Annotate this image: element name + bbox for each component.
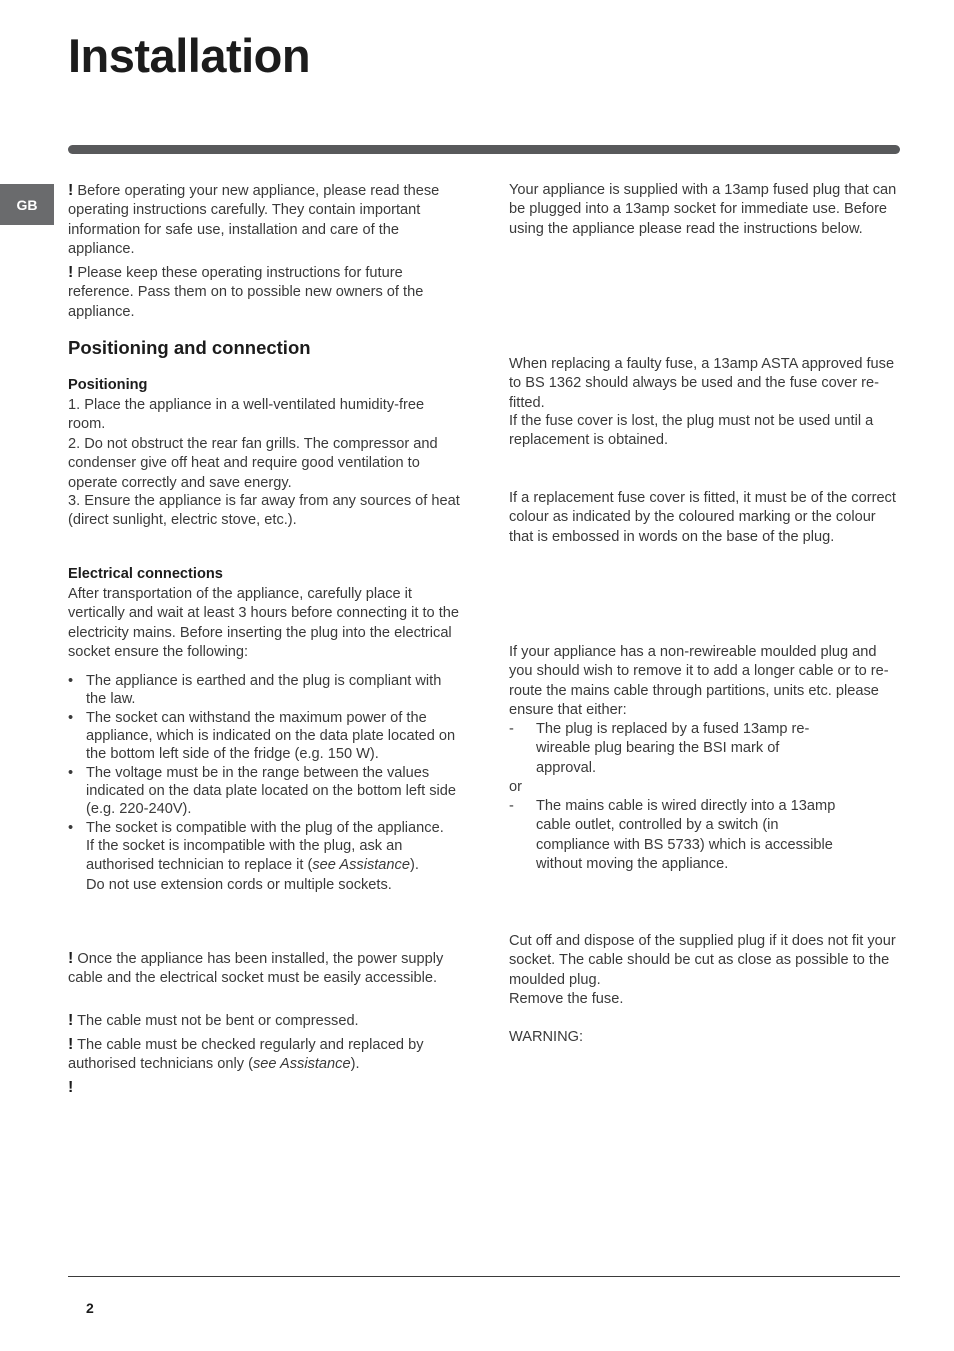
positioning-item-2: 2. Do not obstruct the rear fan grills. The compressor and condenser give off heat and require good ventilation to operate correctly and save energy. — [68, 436, 438, 491]
exclamation-icon: ! — [68, 1012, 74, 1029]
remove-fuse-text: Remove the fuse. — [509, 991, 624, 1007]
language-tab: GB — [0, 184, 54, 225]
exclamation-icon: ! — [68, 264, 74, 281]
exclamation-icon: ! — [68, 182, 74, 199]
page-number: 2 — [86, 1300, 94, 1316]
fuse-cover-colour-paragraph: If a replacement fuse cover is fitted, it must be of the correct colour as indicated by the coloured marking or the colour that is embossed in words on the base of the plug. — [509, 490, 896, 545]
warning-label: WARNING: — [509, 1029, 584, 1045]
list-item: • The voltage must be in the range between the values indicated on the data plate located on the bottom left side (e.g. 220-240V). — [68, 765, 456, 817]
fuse-cover-lost-paragraph: If the fuse cover is lost, the plug must not be used until a replacement is obtained. — [509, 413, 874, 449]
list-item: • The socket is compatible with the plug of the appliance. If the socket is incompatible with the plug, ask an authorised technician to replace it (see Assistance). Do not use extension cords or multiple sockets. — [68, 819, 462, 895]
cut-off-plug-paragraph: Cut off and dispose of the supplied plug if it does not fit your socket. The cable should be cut as close as possible to the moulded plug. — [509, 933, 896, 988]
section-title-positioning-connection: Positioning and connection — [68, 337, 311, 358]
title-divider — [68, 145, 900, 154]
electrical-checklist — [68, 672, 462, 896]
no-extension-note: Do not use extension cords or multiple sockets. — [86, 876, 392, 893]
moulded-plug-paragraph: If your appliance has a non-rewireable moulded plug and you should wish to remove it to add a longer cable or to re-route the mains cable through partitions, units etc. please ensure that either: — [509, 644, 889, 718]
or-text: or — [509, 779, 522, 795]
list-item: • The socket can withstand the maximum power of the appliance, which is indicated on the data plate located on the bottom left side of the fridge (e.g. 150 W). — [68, 710, 456, 762]
warning-checked-regularly: ! The cable must be checked regularly and replaced by authorised technicians only (see Assistance). — [68, 1036, 424, 1073]
option-cable-outlet: - The mains cable is wired directly into a 13amp cable outlet, controlled by a switch (in compliance with BS 5733) which is accessible without moving the appliance. — [509, 798, 836, 872]
notice-read-instructions: ! Before operating your new appliance, please read these operating instructions carefully. They contain important information for safe use, installation and care of the appliance. — [68, 182, 440, 257]
notice-keep-instructions: ! Please keep these operating instructions for future reference. Pass them on to possible new owners of the appliance. — [68, 264, 424, 320]
warning-empty — [68, 1078, 462, 1098]
positioning-item-1: 1. Place the appliance in a well-ventilated humidity-free room. — [68, 397, 425, 433]
warning-accessible: ! Once the appliance has been installed, the power supply cable and the electrical socket must be easily accessible. — [68, 950, 444, 987]
warning-not-bent: ! The cable must not be bent or compressed. — [68, 1012, 359, 1029]
positioning-item-3: 3. Ensure the appliance is far away from any sources of heat (direct sunlight, electric stove, etc.). — [68, 493, 460, 529]
heading-electrical-connections: Electrical connections — [68, 566, 223, 582]
option-rewireable-plug: - The plug is replaced by a fused 13amp re-wireable plug bearing the BSI mark of approval. — [509, 721, 810, 776]
exclamation-icon: ! — [68, 1036, 74, 1053]
list-item: • The appliance is earthed and the plug is compliant with the law. — [68, 673, 442, 707]
page-title: Installation — [68, 29, 311, 82]
exclamation-icon: ! — [68, 950, 74, 967]
footer-divider — [68, 1276, 900, 1277]
fuse-replacement-paragraph: When replacing a faulty fuse, a 13amp ASTA approved fuse to BS 1362 should always be used and the fuse cover re-fitted. — [509, 356, 895, 411]
exclamation-icon: ! — [68, 1079, 74, 1096]
heading-positioning: Positioning — [68, 377, 148, 393]
incompatible-socket-note: If the socket is incompatible with the plug, ask an authorised technician to replace it (see Assistance). — [86, 838, 419, 874]
plug-supplied-paragraph: Your appliance is supplied with a 13amp fused plug that can be plugged into a 13amp socket for immediate use. Before using the appliance please read the instructions below. — [509, 182, 897, 237]
electrical-intro: After transportation of the appliance, carefully place it vertically and wait at least 3 hours before connecting it to the electricity mains. Before inserting the plug into the electrical socket ensure the following: — [68, 586, 460, 660]
